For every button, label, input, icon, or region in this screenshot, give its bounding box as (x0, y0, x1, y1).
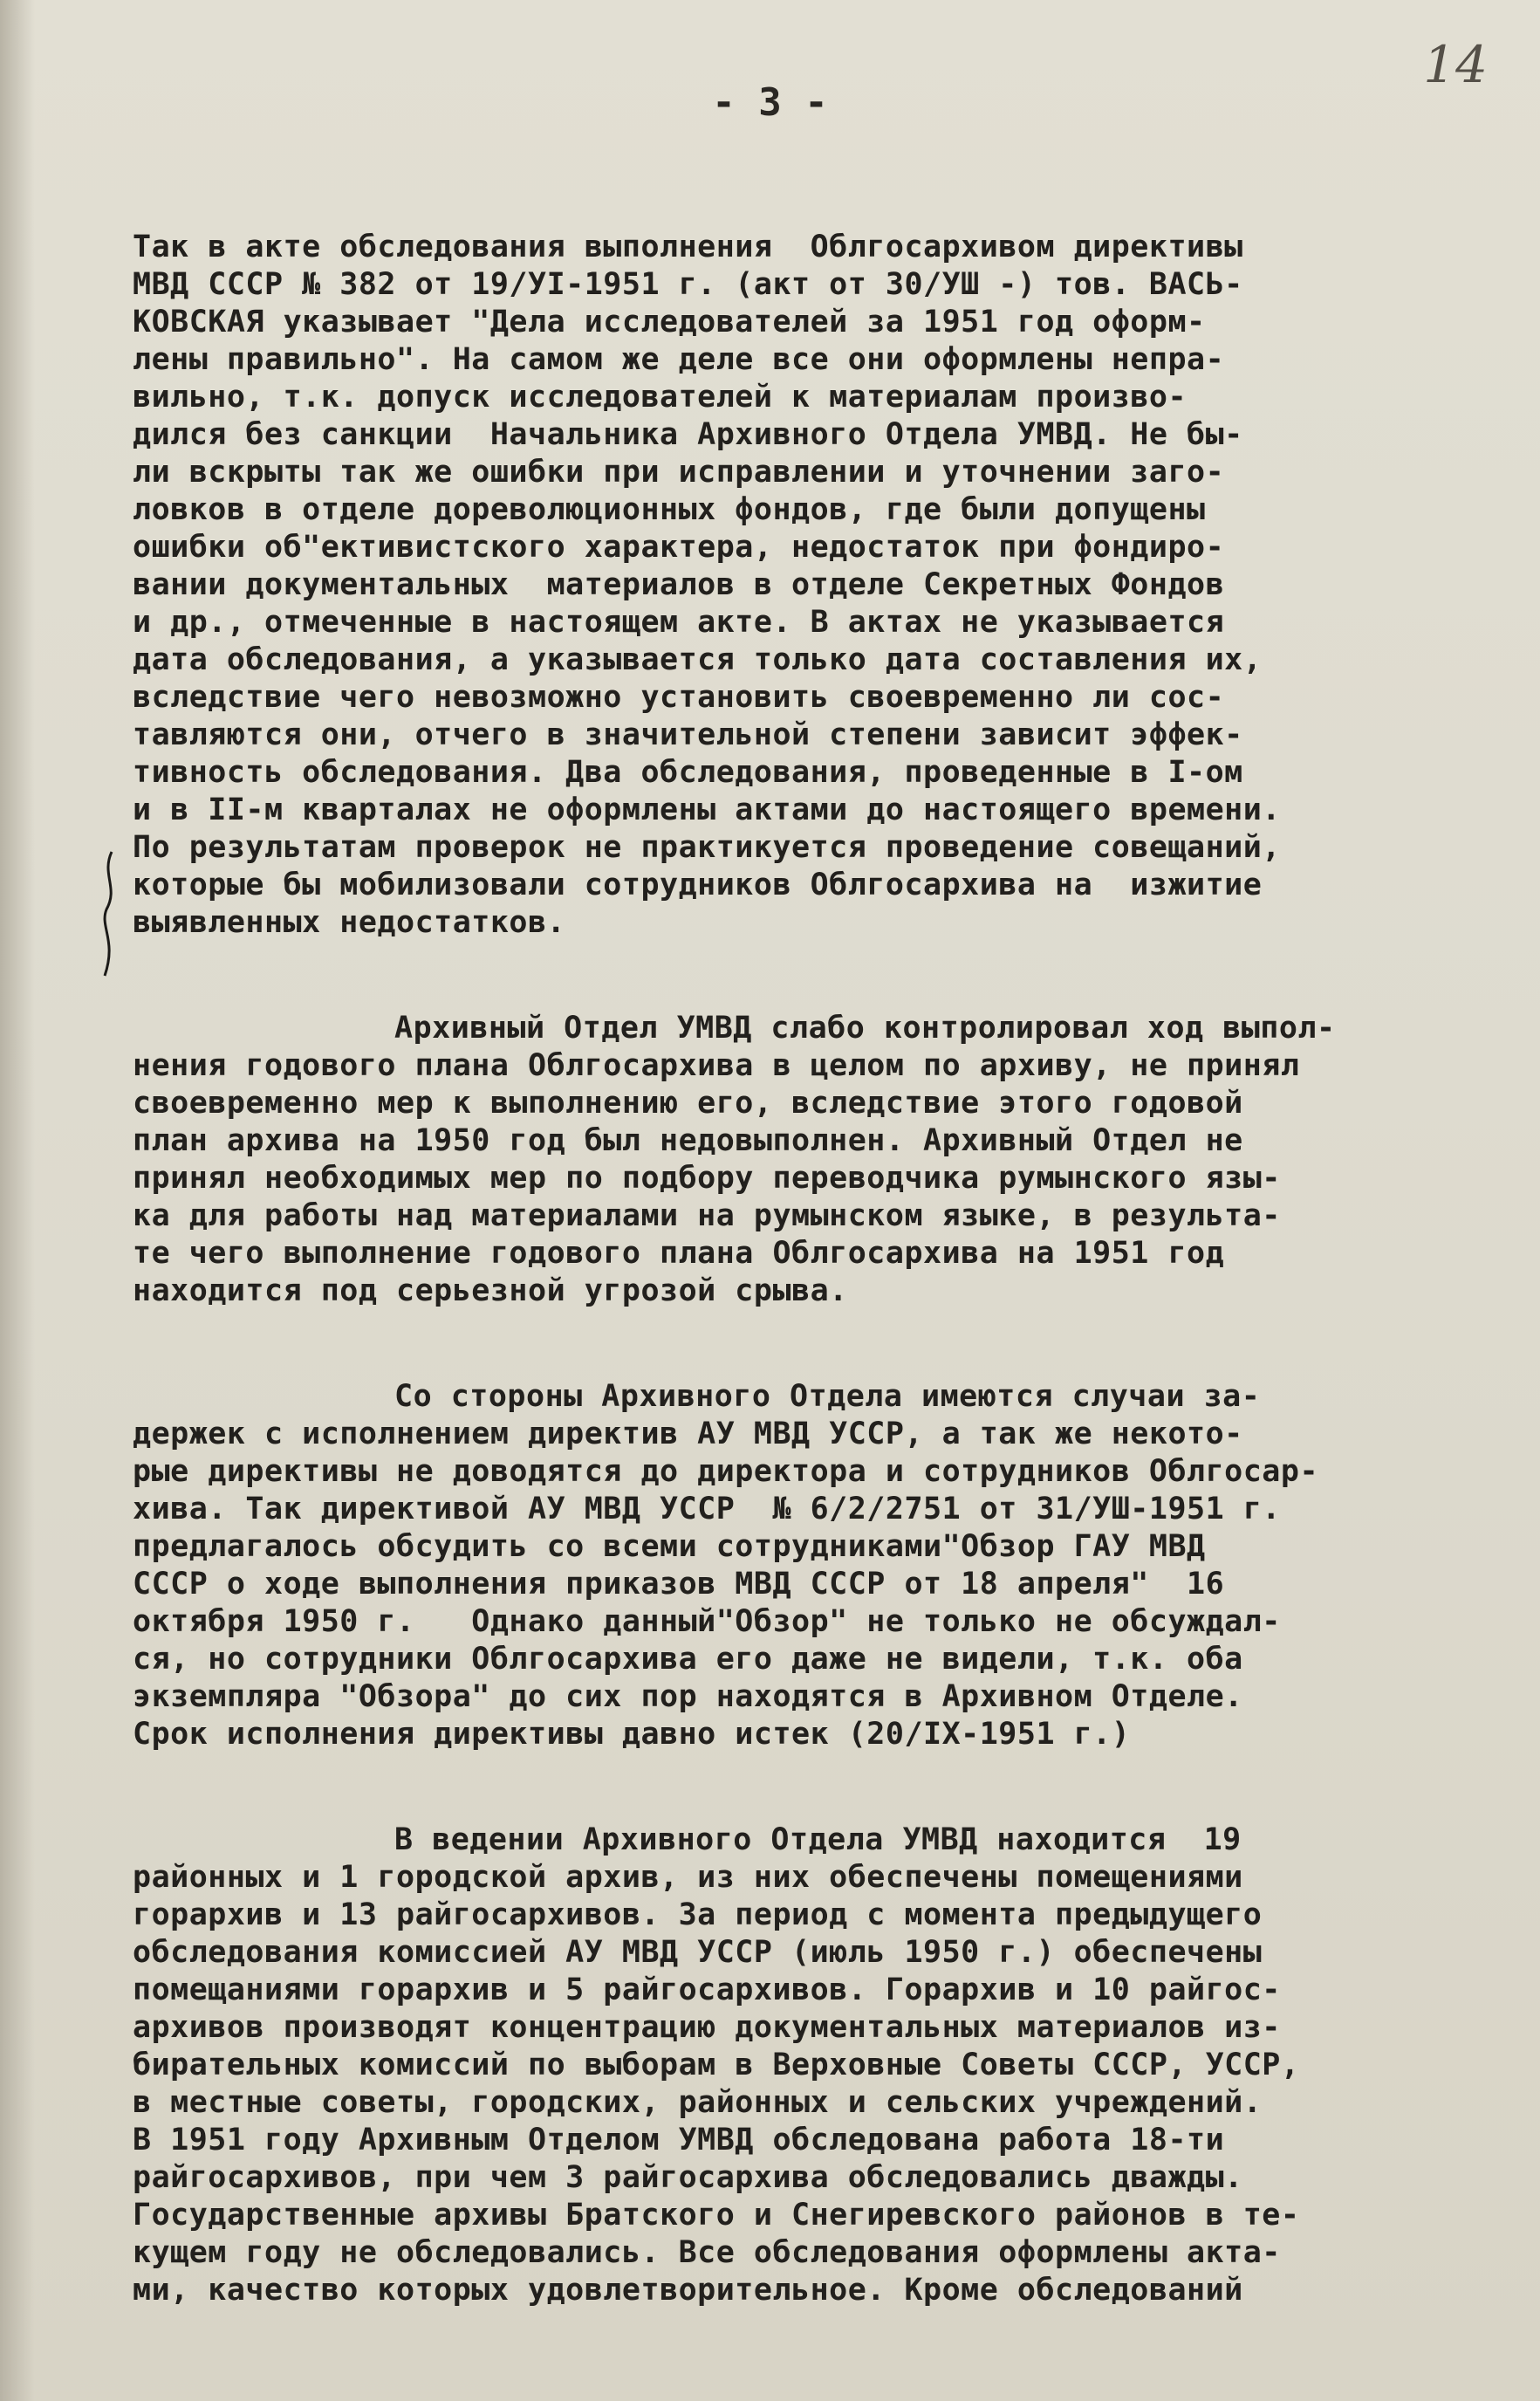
text-line: кущем году не обследовались. Все обследования оформлены акта- (133, 2235, 1281, 2270)
text-line: октября 1950 г. Однако данный"Обзор" не только не обсуждал- (133, 1604, 1281, 1639)
text-line: экземпляра "Обзора" до сих пор находятся в Архивном Отделе. (133, 1679, 1243, 1714)
text-line: бирательных комиссий по выборам в Верховные Советы СССР, УССР, (133, 2048, 1300, 2082)
text-line: ся, но сотрудники Облгосархива его даже не видели, т.к. оба (133, 1642, 1243, 1677)
text-line: своевременно мер к выполнению его, вследствие этого годовой (133, 1086, 1243, 1121)
text-line: По результатам проверок не практикуется проведение совещаний, (133, 830, 1281, 865)
text-line: и др., отмеченные в настоящем акте. В актах не указывается (133, 605, 1225, 640)
text-line: ли вскрыты так же ошибки при исправлении и уточнении заго- (133, 455, 1225, 490)
paragraph-1 (133, 229, 1476, 942)
text-line: ловков в отделе дореволюционных фондов, где были допущены (133, 492, 1206, 527)
text-line: В 1951 году Архивным Отделом УМВД обследована работа 18-ти (133, 2123, 1225, 2157)
page-number: - 3 - (712, 80, 828, 125)
text-line: вильно, т.к. допуск исследователей к материалам произво- (133, 380, 1188, 415)
paragraph-2 (133, 1010, 1476, 1310)
paragraph-4 (133, 1821, 1476, 2309)
text-line: ми, качество которых удовлетворительное. Кроме обследований (133, 2273, 1243, 2308)
margin-mark-icon (98, 848, 122, 979)
text-line: дата обследования, а указывается только дата составления их, (133, 642, 1263, 677)
text-line: хива. Так директивой АУ МВД УССР № 6/2/2751 от 31/УШ-1951 г. (133, 1492, 1281, 1526)
text-line: рые директивы не доводятся до директора и сотрудников Облгосар- (133, 1454, 1319, 1489)
text-line: которые бы мобилизовали сотрудников Облгосархива на изжитие (133, 868, 1263, 902)
text-line: в местные советы, городских, районных и сельских учреждений. (133, 2085, 1263, 2120)
text-line: находится под серьезной угрозой срыва. (133, 1273, 848, 1308)
text-line: Государственные архивы Братского и Снегиревского районов в те- (133, 2198, 1300, 2233)
text-line: ошибки об"ективистского характера, недостаток при фондиро- (133, 530, 1225, 565)
paragraph-3 (133, 1378, 1476, 1753)
text-line: Так в акте обследования выполнения Облгосархивом директивы (133, 230, 1243, 264)
text-line: держек с исполнением директив АУ МВД УССР, а так же некото- (133, 1417, 1243, 1451)
text-line: СССР о ходе выполнения приказов МВД СССР от 18 апреля" 16 (133, 1567, 1225, 1602)
text-line: тивность обследования. Два обследования, проведенные в І-ом (133, 755, 1243, 790)
text-line: принял необходимых мер по подбору переводчика румынского язы- (133, 1161, 1281, 1196)
text-line: лены правильно". На самом же деле все они оформлены непра- (133, 342, 1225, 377)
text-line: КОВСКАЯ указывает "Дела исследователей за 1951 год оформ- (133, 305, 1206, 340)
text-line: тавляются они, отчего в значительной степени зависит эффек- (133, 717, 1243, 752)
text-line: план архива на 1950 год был недовыполнен. Архивный Отдел не (133, 1123, 1243, 1158)
archive-sheet-number: 14 (1423, 35, 1488, 94)
text-line: предлагалось обсудить со всеми сотрудниками"Обзор ГАУ МВД (133, 1529, 1206, 1564)
text-line: вследствие чего невозможно установить своевременно ли сос- (133, 680, 1225, 715)
text-line: архивов производят концентрацию документальных материалов из- (133, 2010, 1281, 2045)
text-line: райгосархивов, при чем 3 райгосархива обследовались дважды. (133, 2160, 1243, 2195)
text-line: ка для работы над материалами на румынском языке, в результа- (133, 1198, 1281, 1233)
text-line: обследования комиссией АУ МВД УССР (июль 1950 г.) обеспечены (133, 1935, 1263, 1970)
text-line: и в ІІ-м кварталах не оформлены актами до настоящего времени. (133, 792, 1281, 827)
text-line: вании документальных материалов в отделе Секретных Фондов (133, 567, 1225, 602)
text-line: горархив и 13 райгосархивов. За период с момента предыдущего (133, 1897, 1263, 1932)
text-line: помещаниями горархив и 5 райгосархивов. Горархив и 10 райгос- (133, 1972, 1281, 2007)
document-body (133, 229, 1476, 2377)
page-edge-shadow (0, 0, 35, 2401)
text-line: В ведении Архивного Отдела УМВД находится 19 (394, 1822, 1242, 1857)
text-line: Со стороны Архивного Отдела имеются случаи за- (394, 1379, 1261, 1414)
text-line: МВД СССР № 382 от 19/УІ-1951 г. (акт от 30/УШ -) тов. ВАСЬ- (133, 267, 1243, 302)
text-line: нения годового плана Облгосархива в целом по архиву, не принял (133, 1048, 1300, 1083)
text-line: Архивный Отдел УМВД слабо контролировал ход выпол- (394, 1011, 1336, 1046)
text-line: выявленных недостатков. (133, 905, 566, 940)
text-line: дился без санкции Начальника Архивного Отдела УМВД. Не бы- (133, 417, 1243, 452)
text-line: те чего выполнение годового плана Облгосархива на 1951 год (133, 1236, 1225, 1271)
text-line: районных и 1 городской архив, из них обеспечены помещениями (133, 1860, 1243, 1895)
text-line: Срок исполнения директивы давно истек (20/ІХ-1951 г.) (133, 1717, 1131, 1752)
